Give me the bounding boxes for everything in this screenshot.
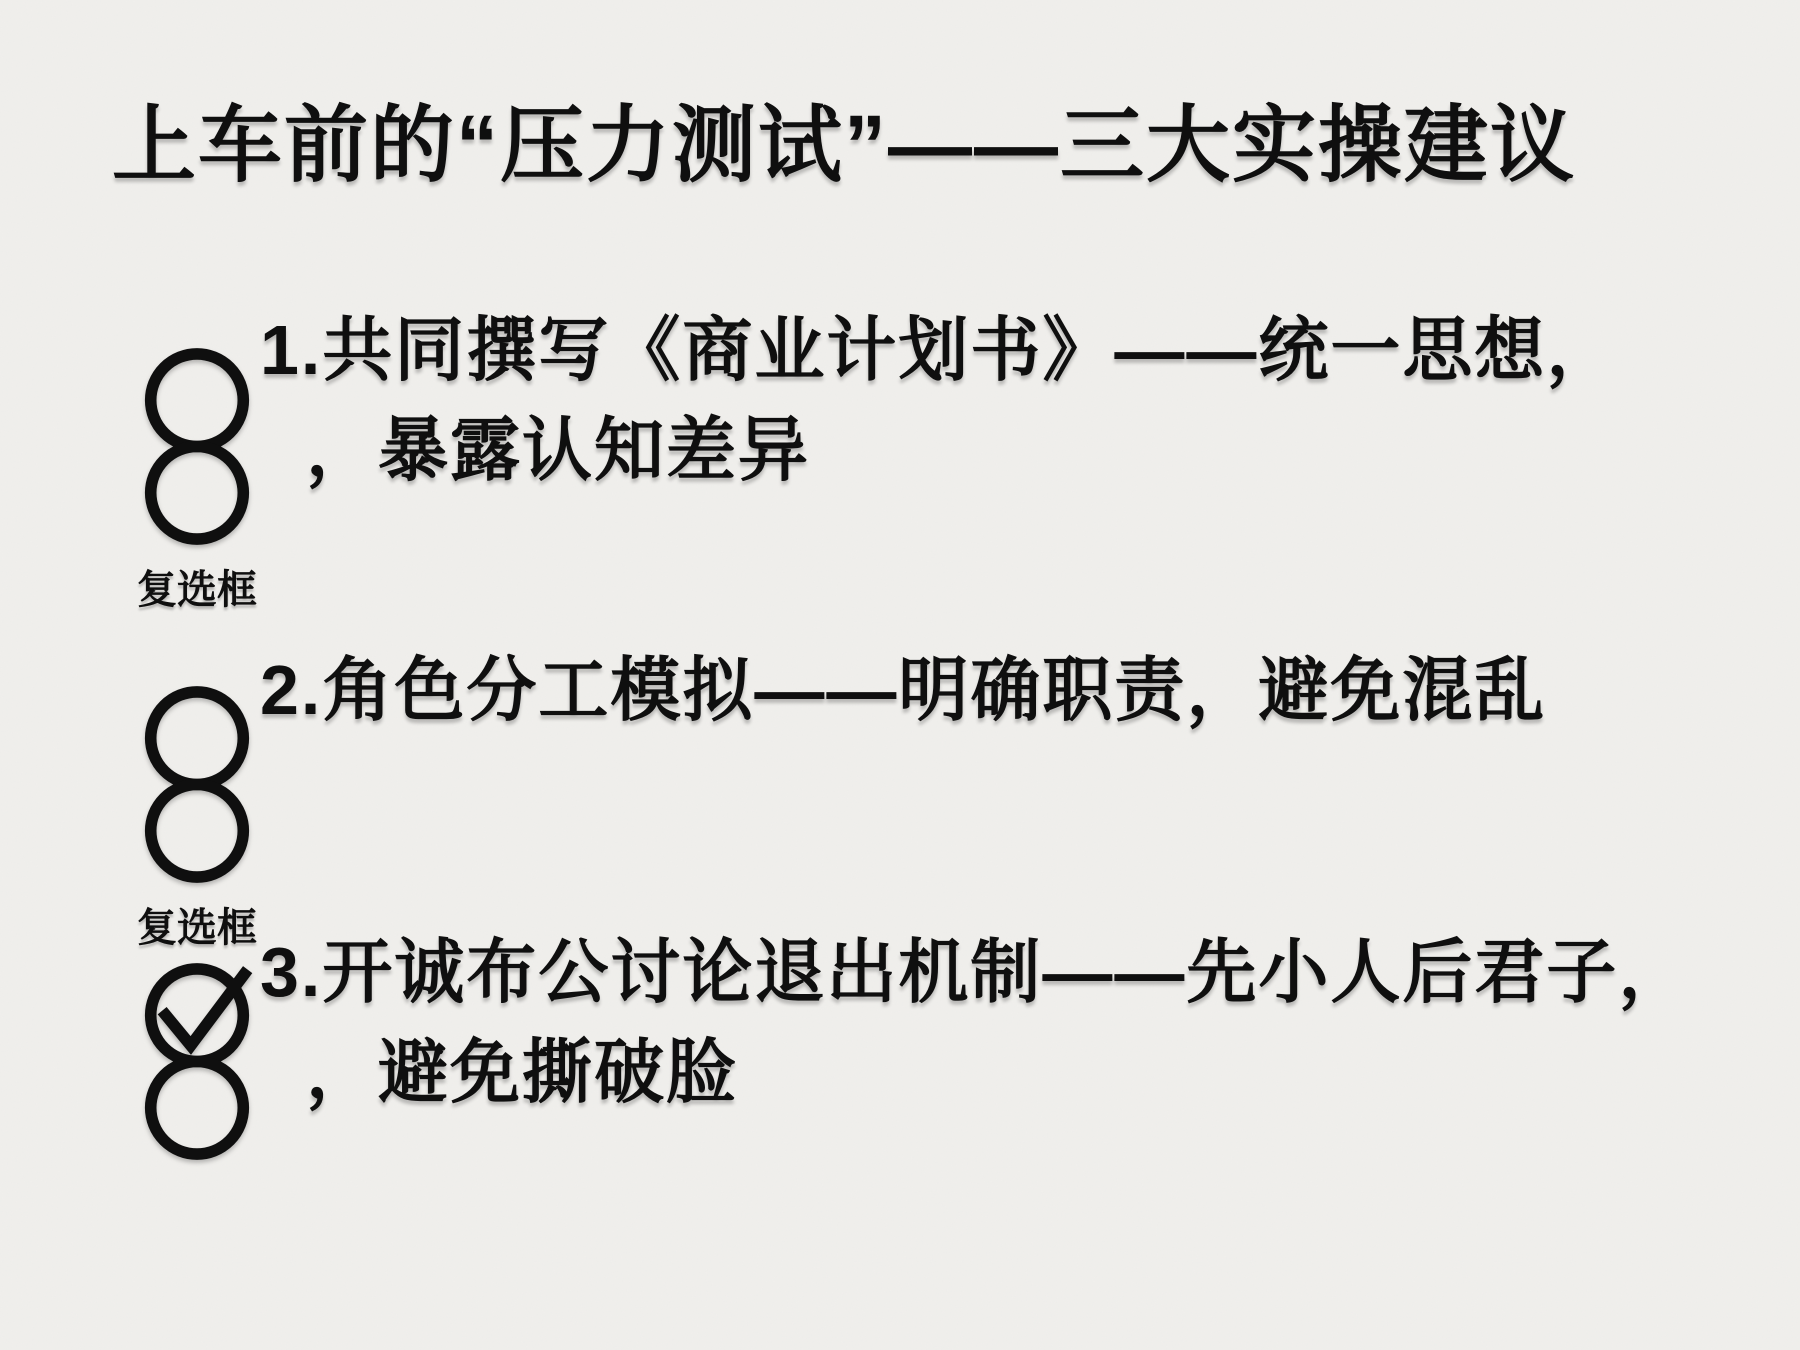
checklist-item-1: [138, 300, 1618, 615]
page-title: 上车前的“压力测试”——三大实操建议: [112, 98, 1577, 192]
item-text-line: 2.角色分工模拟——明确职责，避免混乱: [260, 651, 1547, 729]
checkbox-caption: 复选框: [137, 906, 257, 950]
checked-double-circle-checkbox-icon[interactable]: [139, 960, 255, 1163]
item-text-line: ，暴露认知差异: [306, 411, 810, 489]
double-circle-checkbox-icon[interactable]: [139, 683, 255, 886]
checklist-item-2: [138, 640, 1546, 953]
item-text-line: 1.共同撰写《商业计划书》——统一思想，: [260, 311, 1619, 389]
item-text-line: 3.开诚布公讨论退出机制——先小人后君子，: [260, 933, 1691, 1011]
double-circle-checkbox-icon[interactable]: [139, 345, 255, 548]
checkbox-caption: 复选框: [137, 568, 257, 612]
item-text-line: ，避免撕破脸: [306, 1033, 738, 1111]
checklist-item-3: [138, 922, 1690, 1163]
